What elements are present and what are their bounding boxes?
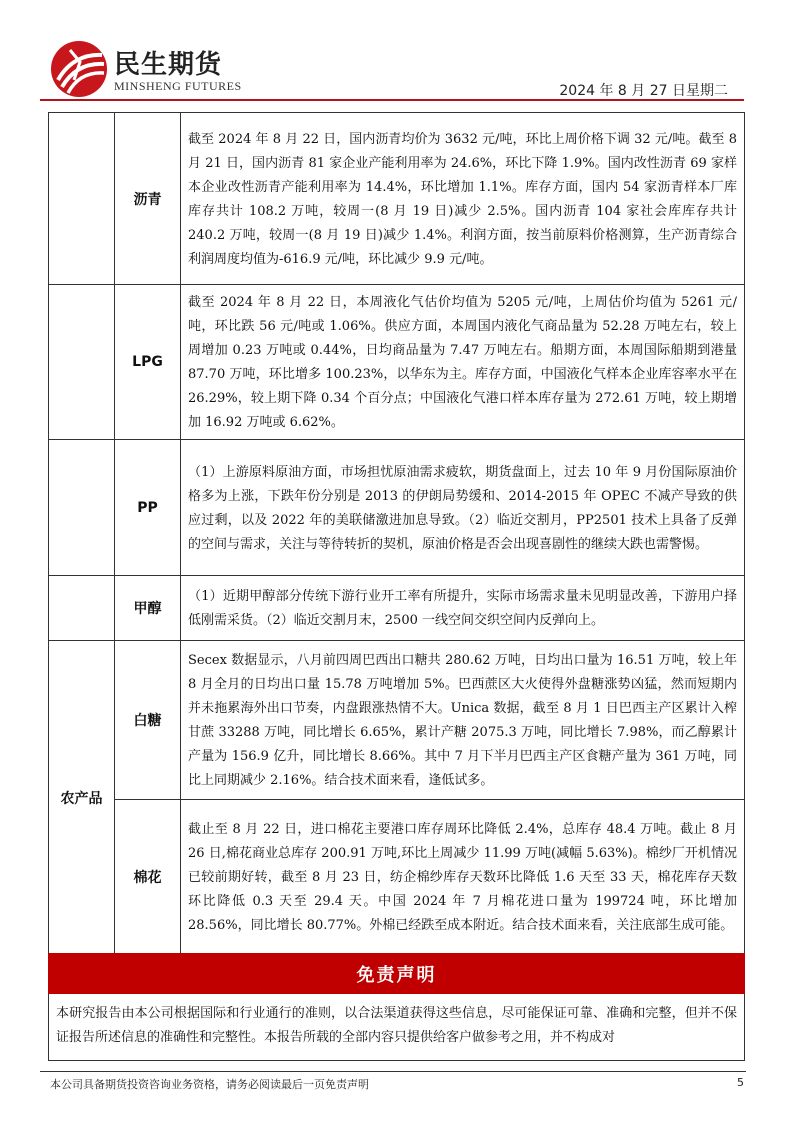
company-name-en: MINSHENG FUTURES xyxy=(114,79,242,93)
commodity-table xyxy=(48,112,745,955)
disclaimer-header xyxy=(48,953,745,994)
product-analysis: 截止至 8 月 22 日，进口棉花主要港口库存周环比降低 2.4%，总库存 48.4 万吨。截止 8 月 26 日,棉花商业总库存 200.91 万吨,环比上周减少 11.99 万吨(减幅 5.63%)。棉纱厂开机情况已较前期好转，截至 8 月 23 日，纺企棉纱库存天数环比降低 1.6 天至 33 天，棉花库存天数环比降低 0.3 天至 29.4 天。中国 2024 年 7 月棉花进口量为 199724 吨，环比增加 28.56%，同比增长 80.77%。外棉已经跌至成本附近。结合技术面来看，关注底部生成可能。 xyxy=(181,800,745,955)
table-row xyxy=(49,285,745,440)
header-divider xyxy=(40,99,744,101)
table-row xyxy=(49,641,745,800)
category-cell xyxy=(49,576,115,641)
product-analysis: 截至 2024 年 8 月 22 日，本周液化气估价均值为 5205 元/吨，上周估价均值为 5261 元/吨，环比跌 56 元/吨或 1.06%。供应方面，本周国内液化气商品量为 52.28 万吨左右，较上周增加 0.23 万吨或 0.44%，日均商品量为 7.47 万吨左右。船期方面，本周国际船期到港量 87.70 万吨，环比增多 100.23%，以华东为主。库存方面，中国液化气样本企业库容率水平在 26.29%，较上期下降 0.34 个百分点；中国液化气港口样本库存量为 272.61 万吨，较上期增加 16.92 万吨或 6.62%。 xyxy=(181,285,745,440)
category-cell xyxy=(49,285,115,440)
company-name-cn: 民生期货 xyxy=(114,50,223,80)
product-name: 白糖 xyxy=(115,641,181,800)
minsheng-logo-icon xyxy=(50,40,108,98)
category-cell xyxy=(49,113,115,285)
disclaimer-title: 免责声明 xyxy=(356,965,437,986)
table-row xyxy=(49,440,745,576)
product-analysis: 截至 2024 年 8 月 22 日，国内沥青均价为 3632 元/吨，环比上周价格下调 32 元/吨。截至 8 月 21 日，国内沥青 81 家企业产能利用率为 24.6%，环比下降 1.9%。国内改性沥青 69 家样本企业改性沥青产能利用率为 14.4%，环比增加 1.1%。库存方面，国内 54 家沥青样本厂库库存共计 108.2 万吨，较周一(8 月 19 日)减少 2.5%。国内沥青 104 家社会库库存共计 240.2 万吨，较周一(8 月 19 日)减少 1.4%。利润方面，按当前原料价格测算，生产沥青综合利润周度均值为-616.9 元/吨，环比减少 9.9 元/吨。 xyxy=(181,113,745,285)
table-row xyxy=(49,113,745,285)
product-name: LPG xyxy=(115,285,181,440)
category-cell xyxy=(49,440,115,576)
product-name: 甲醇 xyxy=(115,576,181,641)
product-analysis: （1）近期甲醇部分传统下游行业开工率有所提升，实际市场需求量未见明显改善，下游用户择低刚需采货。（2）临近交割月末，2500 一线空间交织空间内反弹向上。 xyxy=(181,576,745,641)
report-date: 2024 年 8 月 27 日星期二 xyxy=(559,83,728,99)
footer-note: 本公司具备期货投资咨询业务资格，请务必阅读最后一页免责声明 xyxy=(50,1078,369,1091)
page-header xyxy=(0,0,794,104)
disclaimer-text: 本研究报告由本公司根据国际和行业通行的准则，以合法渠道获得这些信息，尽可能保证可靠、准确和完整，但并不保证报告所述信息的准确性和完整性。本报告所载的全部内容只提供给客户做参考之用，并不构成对 xyxy=(48,994,745,1061)
table-row xyxy=(49,576,745,641)
product-analysis: （1）上游原料原油方面，市场担忧原油需求疲软，期货盘面上，过去 10 年 9 月份国际原油价格多为上涨，下跌年份分别是 2013 的伊朗局势缓和、2014-2015 年 OPEC 不减产导致的供应过剩，以及 2022 年的美联储激进加息导致。（2）临近交割月，PP2501 技术上具备了反弹的空间与需求，关注与等待转折的契机，原油价格是否会出现喜剧性的继续大跌也需警惕。 xyxy=(181,440,745,576)
product-name: PP xyxy=(115,440,181,576)
product-analysis: Secex 数据显示，八月前四周巴西出口糖共 280.62 万吨，日均出口量为 16.51 万吨，较上年 8 月全月的日均出口量 15.78 万吨增加 5%。巴西蔗区大火使得外盘糖涨势凶猛，然而短期内并未拖累海外出口节奏，内盘跟涨热情不大。Unica 数据，截至 8 月 1 日巴西主产区累计入榨甘蔗 33288 万吨，同比增长 6.65%，累计产糖 2075.3 万吨，同比增长 7.98%，而乙醇累计产量为 156.9 亿升，同比增长 8.66%。其中 7 月下半月巴西主产区食糖产量为 361 万吨，同比上同期减少 2.16%。结合技术面来看，逢低试多。 xyxy=(181,641,745,800)
product-name: 棉花 xyxy=(115,800,181,955)
table-row xyxy=(49,800,745,955)
category-label: 农产品 xyxy=(49,641,115,955)
page-number: 5 xyxy=(737,1076,744,1089)
product-name: 沥青 xyxy=(115,113,181,285)
footer-divider xyxy=(40,1071,746,1072)
